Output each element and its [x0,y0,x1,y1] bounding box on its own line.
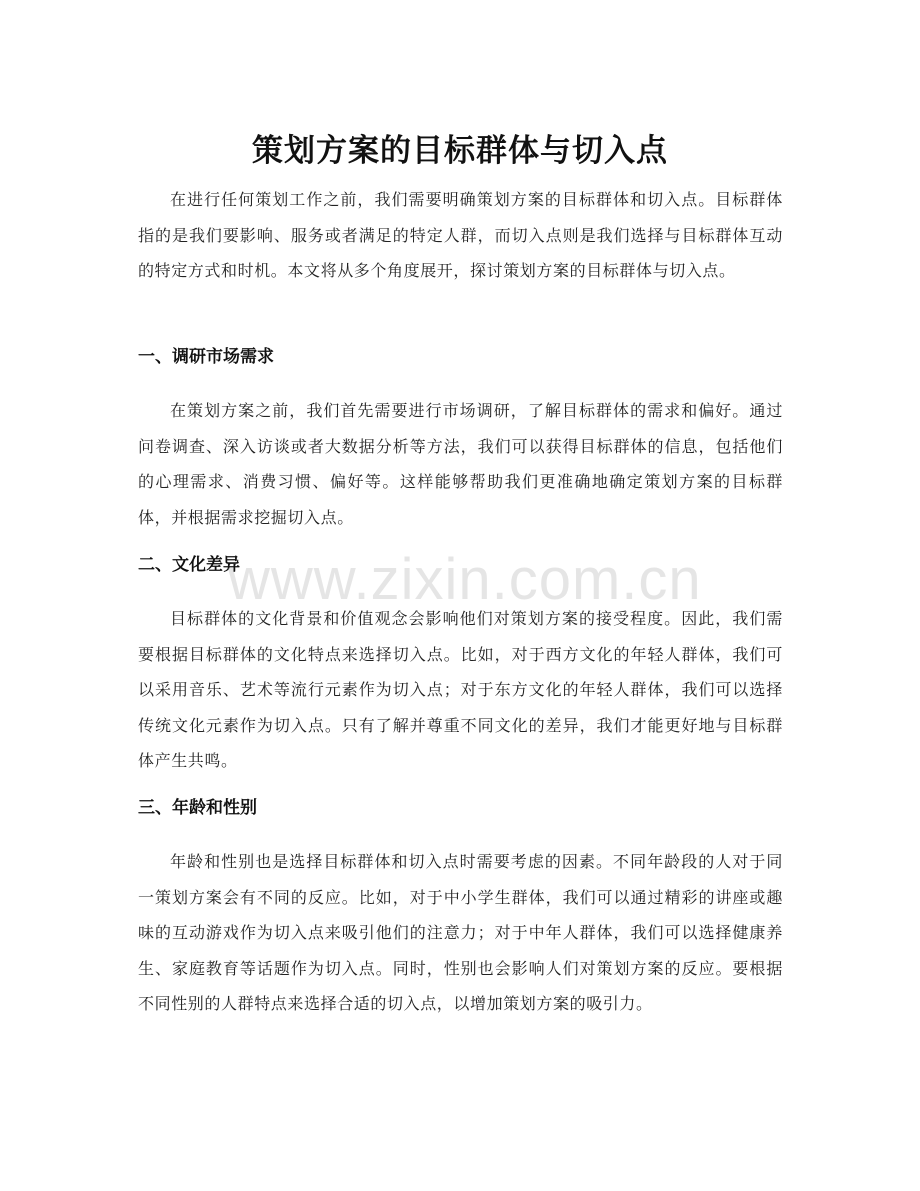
section-heading-age-gender: 三、年龄和性别 [138,798,257,818]
section-body-culture: 目标群体的文化背景和价值观念会影响他们对策划方案的接受程度。因此，我们需要根据目标群体的文化特点来选择切入点。比如，对于西方文化的年轻人群体，我们可以采用音乐、艺术等流行元素作为切入点；对于东方文化的年轻人群体，我们可以选择传统文化元素作为切入点。只有了解并尊重不同文化的差异，我们才能更好地与目标群体产生共鸣。 [138,609,783,770]
section-heading-market-research: 一、调研市场需求 [138,347,274,367]
section-heading-culture: 二、文化差异 [138,555,240,575]
section-body-age-gender: 年龄和性别也是选择目标群体和切入点时需要考虑的因素。不同年龄段的人对于同一策划方案会有不同的反应。比如，对于中小学生群体，我们可以通过精彩的讲座或趣味的互动游戏作为切入点来吸引他们的注意力；对于中年人群体，我们可以选择健康养生、家庭教育等话题作为切入点。同时，性别也会影响人们对策划方案的反应。要根据不同性别的人群特点来选择合适的切入点，以增加策划方案的吸引力。 [138,852,783,1013]
section-body-market-research: 在策划方案之前，我们首先需要进行市场调研，了解目标群体的需求和偏好。通过问卷调查、深入访谈或者大数据分析等方法，我们可以获得目标群体的信息，包括他们的心理需求、消费习惯、偏好等。这样能够帮助我们更准确地确定策划方案的目标群体，并根据需求挖掘切入点。 [138,401,783,527]
watermark: www.zixin.com.cn [228,547,702,612]
intro-paragraph: 在进行任何策划工作之前，我们需要明确策划方案的目标群体和切入点。目标群体指的是我们要影响、服务或者满足的特定人群，而切入点则是我们选择与目标群体互动的特定方式和时机。本文将从多个角度展开，探讨策划方案的目标群体与切入点。 [138,190,783,280]
page-title: 策划方案的目标群体与切入点 [252,132,668,169]
